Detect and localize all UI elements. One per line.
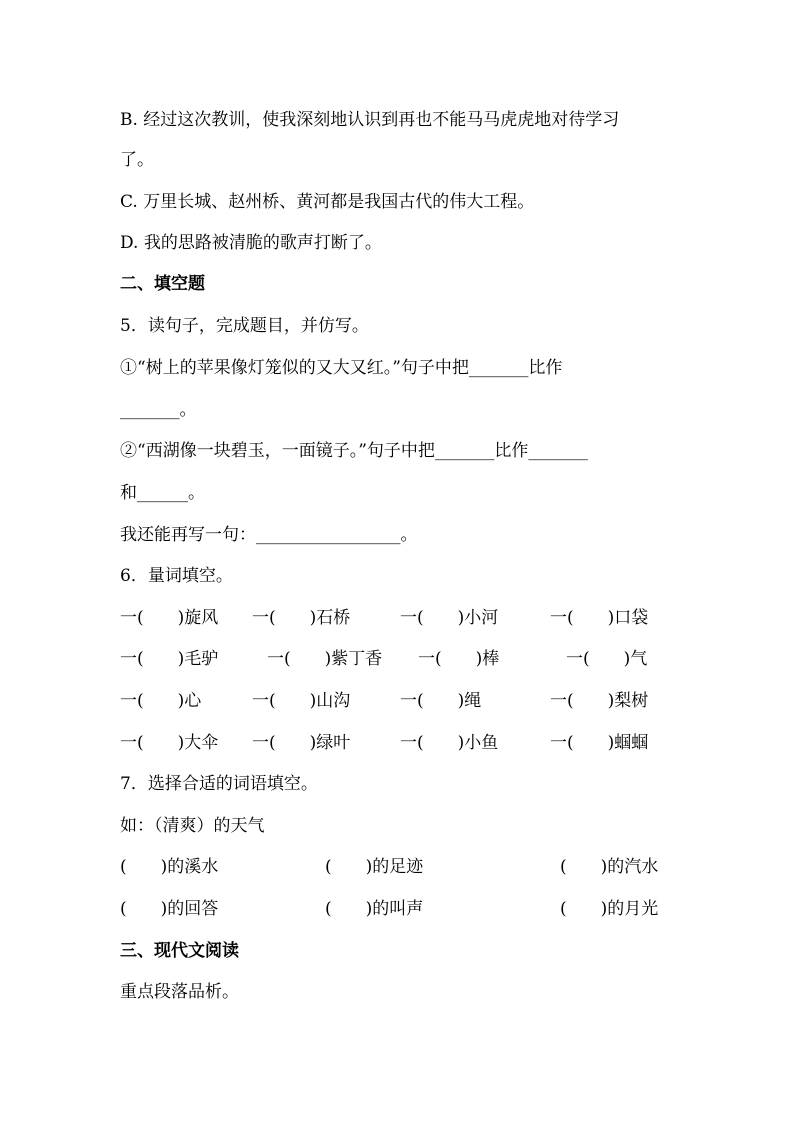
- measure-word-item: 一( )山沟: [252, 691, 351, 711]
- q5-item2-line1: ②“西湖像一块碧玉，一面镜子。”句子中把_______比作_______: [120, 441, 588, 461]
- q7-example: 如：（清爽）的天气: [120, 816, 265, 836]
- measure-word-item: 一( )气: [566, 649, 648, 669]
- section3-subtitle: 重点段落品析。: [120, 982, 239, 1002]
- measure-word-item: 一( )心: [120, 691, 202, 711]
- measure-word-item: 一( )旋风: [120, 608, 219, 628]
- word-choice-item: ( )的回答: [120, 899, 219, 919]
- measure-word-item: 一( )小河: [400, 608, 499, 628]
- measure-word-item: 一( )蝈蝈: [550, 733, 649, 753]
- measure-word-item: 一( )梨树: [550, 691, 649, 711]
- measure-word-item: 一( )口袋: [550, 608, 649, 628]
- q7-row: [120, 897, 680, 921]
- q5-item1-line2: _______。: [120, 400, 197, 420]
- measure-word-item: 一( )紫丁香: [267, 649, 383, 669]
- measure-word-item: 一( )毛驴: [120, 649, 219, 669]
- q5-imitate: 我还能再写一句：_________________。: [120, 525, 418, 545]
- section-heading-fill-in: 二、填空题: [120, 274, 205, 294]
- q6-title: 6．量词填空。: [120, 566, 233, 586]
- q5-title: 5．读句子，完成题目，并仿写。: [120, 316, 369, 336]
- word-choice-item: ( )的月光: [560, 899, 659, 919]
- section-heading-reading: 三、现代文阅读: [120, 941, 239, 961]
- measure-word-item: 一( )小鱼: [400, 733, 499, 753]
- q7-title: 7．选择合适的词语填空。: [120, 774, 318, 794]
- q6-row: [120, 689, 680, 713]
- q6-row: [120, 606, 680, 630]
- measure-word-item: 一( )绳: [400, 691, 482, 711]
- measure-word-item: 一( )绿叶: [252, 733, 351, 753]
- word-choice-item: ( )的汽水: [560, 857, 659, 877]
- word-choice-item: ( )的叫声: [325, 899, 424, 919]
- measure-word-item: 一( )棒: [418, 649, 500, 669]
- q7-row: [120, 855, 680, 879]
- q6-row: [120, 647, 680, 671]
- word-choice-item: ( )的足迹: [325, 857, 424, 877]
- option-b-line2: 了。: [120, 150, 154, 170]
- q5-item1-line1: ①“树上的苹果像灯笼似的又大又红。”句子中把_______比作: [120, 358, 563, 378]
- option-c: C. 万里长城、赵州桥、黄河都是我国古代的伟大工程。: [120, 192, 535, 212]
- q5-item2-line2: 和______。: [120, 483, 205, 503]
- option-d: D. 我的思路被清脆的歌声打断了。: [120, 233, 382, 253]
- option-b-line1: B. 经过这次教训，使我深刻地认识到再也不能马马虎虎地对待学习: [120, 110, 620, 130]
- q6-row: [120, 731, 680, 755]
- measure-word-item: 一( )大伞: [120, 733, 219, 753]
- measure-word-item: 一( )石桥: [252, 608, 351, 628]
- word-choice-item: ( )的溪水: [120, 857, 219, 877]
